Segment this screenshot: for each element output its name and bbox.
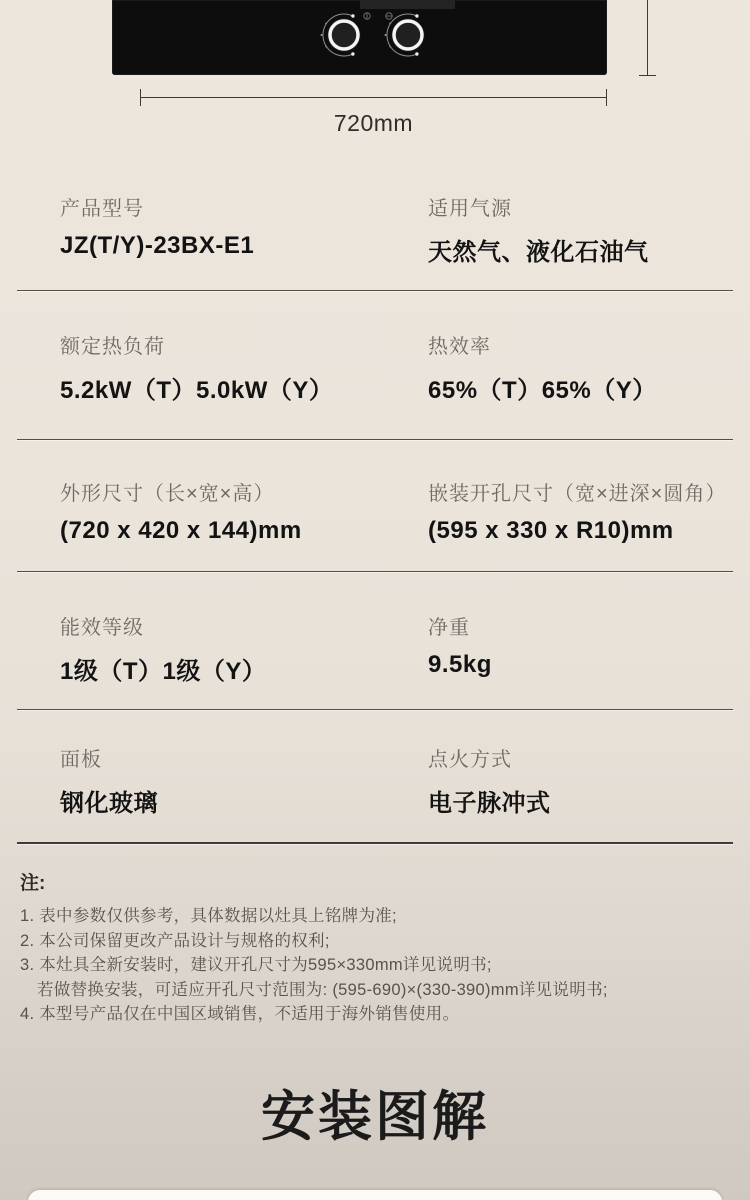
- spec-cell: [60, 192, 428, 267]
- spec-value: JZ(T/Y)-23BX-E1: [60, 232, 255, 259]
- note-item: 4. 本型号产品仅在中国区域销售，不适用于海外销售使用。: [20, 1005, 460, 1023]
- spec-label: 面板: [60, 749, 102, 771]
- stove-panel-image: [112, 0, 607, 75]
- spec-row-model-gas: [60, 192, 730, 267]
- dimension-tick: [606, 89, 607, 106]
- spec-value: 9.5kg: [428, 651, 492, 678]
- row-divider: [17, 709, 733, 710]
- display-window: [360, 0, 455, 9]
- dimension-tick: [140, 89, 141, 106]
- width-dimension-line: [140, 97, 607, 98]
- row-divider: [17, 439, 733, 440]
- spec-cell: [428, 743, 730, 818]
- spec-label: 产品型号: [60, 198, 144, 220]
- notes-heading: 注:: [20, 873, 46, 894]
- spec-value: 天然气、液化石油气: [428, 239, 649, 266]
- spec-value: (720 x 420 x 144)mm: [60, 517, 302, 544]
- spec-row-panel-ignition: [60, 743, 730, 818]
- width-dimension-label: 720mm: [333, 110, 414, 136]
- spec-label: 净重: [428, 617, 470, 639]
- spec-cell: [428, 477, 730, 545]
- spec-cell: [428, 330, 730, 405]
- spec-cell: [60, 743, 428, 818]
- spec-cell: [60, 477, 428, 545]
- spec-value: 钢化玻璃: [60, 790, 158, 817]
- spec-value: 1级（T）1级（Y）: [60, 658, 267, 685]
- spec-value: (595 x 330 x R10)mm: [428, 517, 674, 544]
- spec-cell: [60, 611, 428, 686]
- spec-label: 适用气源: [428, 198, 512, 220]
- height-dimension-line: [647, 0, 648, 76]
- stove-panel-photo: [112, 0, 607, 75]
- spec-row-energy-weight: [60, 611, 730, 686]
- install-section-title: 安装图解: [261, 1087, 489, 1147]
- row-divider: [17, 571, 733, 572]
- spec-label: 能效等级: [60, 617, 144, 639]
- note-item: 2. 本公司保留更改产品设计与规格的权利;: [20, 931, 330, 950]
- spec-value: 电子脉冲式: [428, 790, 551, 817]
- next-section-card: [28, 1190, 722, 1200]
- dimension-tick: [639, 75, 656, 76]
- spec-row-heatload-efficiency: [60, 330, 730, 405]
- spec-label: 嵌装开孔尺寸（宽×进深×圆角）: [428, 483, 727, 505]
- row-divider: [17, 290, 733, 291]
- spec-value: 65%（T）65%（Y）: [428, 377, 657, 404]
- spec-cell: [428, 192, 730, 267]
- notes-section: [20, 868, 730, 1027]
- spec-value: 5.2kW（T）5.0kW（Y）: [60, 377, 334, 404]
- spec-cell: [428, 611, 730, 686]
- spec-label: 外形尺寸（长×宽×高）: [60, 483, 275, 505]
- spec-cell: [60, 330, 428, 405]
- note-item: 3. 本灶具全新安装时，建议开孔尺寸为595×330mm详见说明书;: [20, 956, 492, 974]
- note-item: 1. 表中参数仅供参考，具体数据以灶具上铭牌为准;: [20, 907, 397, 925]
- table-end-divider: [17, 842, 733, 844]
- spec-label: 热效率: [428, 336, 491, 358]
- spec-label: 额定热负荷: [60, 336, 165, 358]
- note-item-continuation: 若做替换安装，可适应开孔尺寸范围为: (595-690)×(330-390)mm详见说明书;: [37, 980, 608, 999]
- spec-row-dimensions: [60, 477, 730, 545]
- spec-label: 点火方式: [428, 749, 512, 771]
